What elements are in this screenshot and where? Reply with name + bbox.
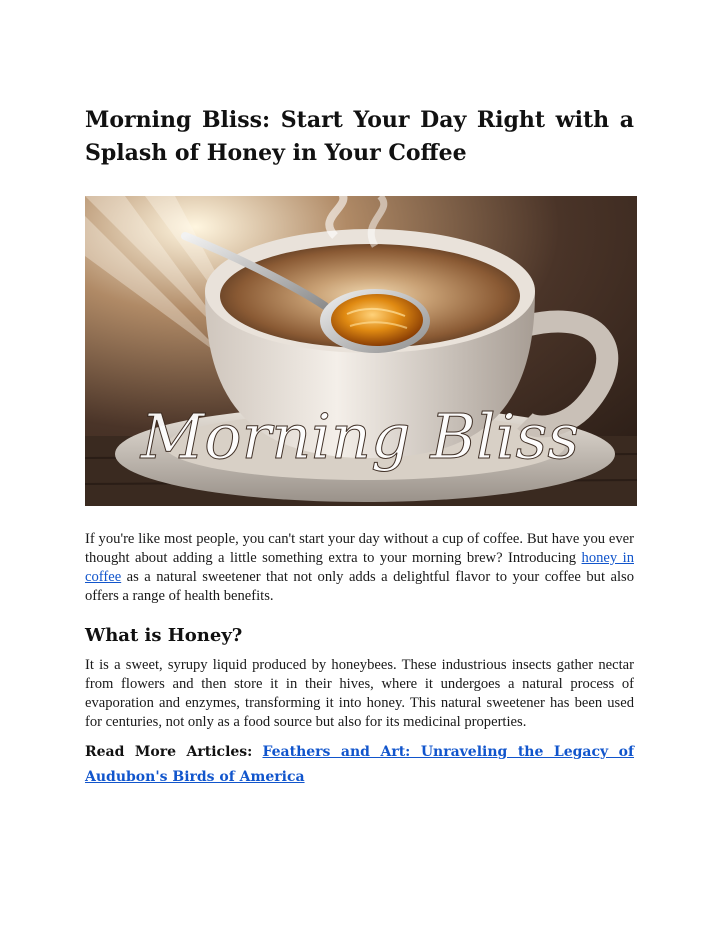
honey-in-coffee-link[interactable]: honey in coffee — [85, 550, 634, 585]
read-more — [85, 740, 634, 790]
intro-text-after: as a natural sweetener that not only adds a delightful flavor to your coffee but also offers a range of health benefits. — [85, 569, 634, 604]
read-more-link[interactable]: Feathers and Art: Unraveling the Legacy of Audubon's Birds of America — [85, 744, 635, 785]
section-heading: What is Honey? — [85, 625, 243, 646]
intro-text-before: If you're like most people, you can't start your day without a cup of coffee. But have you ever thought about adding a little something extra to your morning brew? Introducing — [85, 531, 634, 566]
section-body: It is a sweet, syrupy liquid produced by honeybees. These industrious insects gather nectar from flowers and then store it in their hives, where it undergoes a natural process of evaporation and enzymes, transforming it into honey. This natural sweetener has been used for centuries, not only as a food source but also for its medicinal properties. — [85, 657, 634, 730]
hero-image — [85, 196, 637, 506]
intro-paragraph — [85, 530, 634, 606]
page-title: Morning Bliss: Start Your Day Right with a Splash of Honey in Your Coffee — [85, 107, 634, 166]
read-more-label: Read More Articles: — [85, 744, 253, 760]
hero-overlay-text: Morning Bliss — [140, 400, 580, 473]
